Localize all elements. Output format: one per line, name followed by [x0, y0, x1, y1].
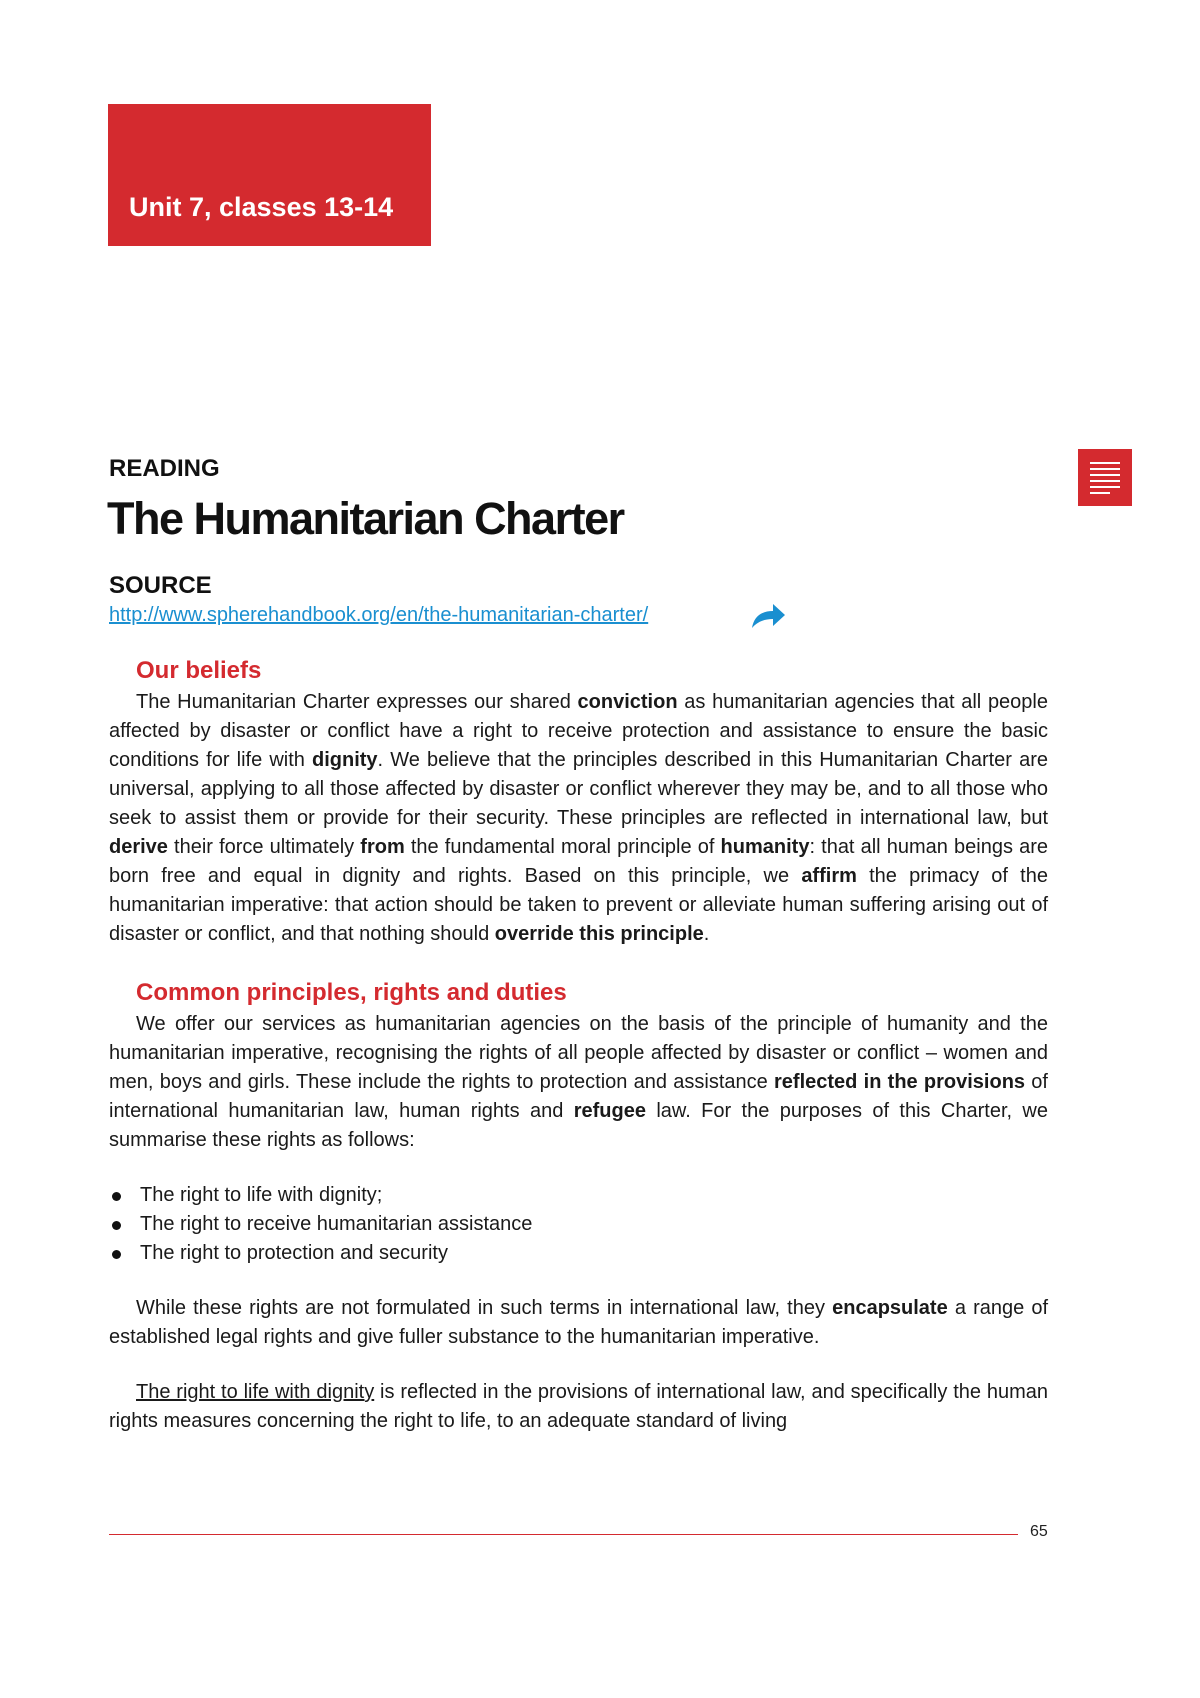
source-label: SOURCE — [109, 572, 212, 599]
document-icon — [1078, 449, 1132, 506]
section-kicker: READING — [109, 455, 220, 482]
heading-common-principles: Common principles, rights and duties — [136, 979, 567, 1006]
footer-divider — [109, 1534, 1018, 1535]
page-number: 65 — [1030, 1523, 1048, 1540]
paragraph-beliefs: The Humanitarian Charter expresses our shared conviction as humanitarian agencies that all people affected by disaster or conflict have a right to receive protection and assistance to ensure the basic conditions for life with dignity. We believe that the principles described in this Humanitarian Charter are universal, applying to all those affected by disaster or conflict wherever they may be, and to all those who seek to assist them or provide for their security. These principles are reflected in international law, but derive their force ultimately from the fundamental moral principle of humanity: that all human beings are born free and equal in dignity and rights. Based on this principle, we affirm the primacy of the humanitarian imperative: that action should be taken to prevent or alleviate human suffering arising out of disaster or conflict, and that nothing should override this principle. — [109, 691, 1048, 945]
bullet-icon — [112, 1192, 121, 1201]
paragraph-common-principles: We offer our services as humanitarian agencies on the basis of the principle of humanity and the humanitarian imperative, recognising the rights of all people affected by disaster or conflict – women and men, boys and girls. These include the rights to protection and assistance reflected in the provisions of international humanitarian law, human rights and refugee law. For the purposes of this Charter, we summarise these rights as follows: — [109, 1013, 1048, 1151]
bullet-icon — [112, 1250, 121, 1259]
list-item: The right to protection and security — [109, 1239, 1048, 1268]
unit-banner — [108, 104, 431, 246]
paragraph-encapsulate: While these rights are not formulated in such terms in international law, they encapsulate a range of established legal rights and give fuller substance to the humanitarian imperative. — [109, 1297, 1049, 1348]
share-arrow-icon[interactable] — [748, 600, 788, 637]
list-item: The right to life with dignity; — [109, 1181, 1048, 1210]
bullet-icon — [112, 1221, 121, 1230]
unit-label: Unit 7, classes 13-14 — [129, 192, 394, 222]
reading-content — [109, 656, 1048, 1436]
paragraph-right-to-life: The right to life with dignity is reflected in the provisions of international law, and specifically the human rights measures concerning the right to life, to an adequate standard of living — [109, 1381, 1048, 1432]
page-title: The Humanitarian Charter — [107, 493, 624, 544]
heading-our-beliefs: Our beliefs — [136, 657, 262, 684]
rights-list — [109, 1181, 1048, 1268]
list-item: The right to receive humanitarian assistance — [109, 1210, 1048, 1239]
source-link[interactable]: http://www.spherehandbook.org/en/the-humanitarian-charter/ — [109, 604, 649, 626]
